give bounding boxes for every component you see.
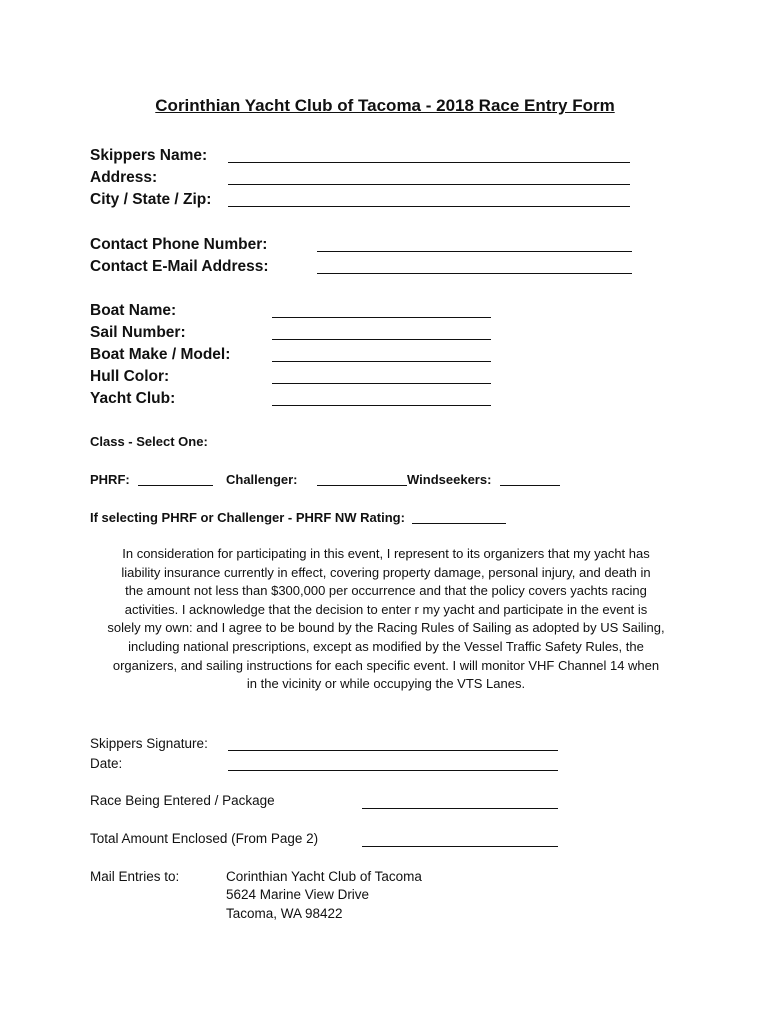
boat-name-label: Boat Name: bbox=[90, 302, 177, 319]
waiver-line: activities. I acknowledge that the decision to enter r my yacht and participate in the event is bbox=[124, 601, 648, 617]
skipper-name-field[interactable] bbox=[228, 162, 630, 163]
race-entered-label: Race Being Entered / Package bbox=[90, 793, 275, 808]
mail-address-line: 5624 Marine View Drive bbox=[226, 887, 370, 902]
contact-phone-label: Contact Phone Number: bbox=[90, 236, 268, 253]
signature-label: Skippers Signature: bbox=[90, 736, 208, 751]
waiver-line: solely my own: and I agree to be bound by the Racing Rules of Sailing as adopted by US Sailing, bbox=[107, 620, 665, 636]
waiver-line: including national prescriptions, except as modified by the Vessel Traffic Safety Rules, the bbox=[128, 638, 644, 654]
mail-address-line: Corinthian Yacht Club of Tacoma bbox=[226, 869, 422, 884]
hull-color-label: Hull Color: bbox=[90, 368, 170, 385]
challenger-label: Challenger: bbox=[226, 472, 298, 487]
boat-make-model-field[interactable] bbox=[272, 361, 491, 362]
date-field[interactable] bbox=[228, 770, 558, 771]
form-title: Corinthian Yacht Club of Tacoma - 2018 Race Entry Form bbox=[155, 96, 615, 115]
contact-email-label: Contact E-Mail Address: bbox=[90, 258, 269, 275]
waiver-line: liability insurance currently in effect, covering property damage, personal injury, and death in bbox=[121, 564, 651, 580]
hull-color-field[interactable] bbox=[272, 383, 491, 384]
address-label: Address: bbox=[90, 169, 158, 186]
windseekers-label: Windseekers: bbox=[407, 472, 492, 487]
signature-field[interactable] bbox=[228, 750, 558, 751]
challenger-field[interactable] bbox=[317, 485, 407, 486]
phrf-label: PHRF: bbox=[90, 472, 130, 487]
waiver-line: In consideration for participating in this event, I represent to its organizers that my yacht has bbox=[122, 546, 650, 561]
waiver-line: organizers, and sailing instructions for each specific event. I will monitor VHF Channel 14 when bbox=[112, 657, 660, 673]
city-state-zip-label: City / State / Zip: bbox=[90, 191, 212, 208]
boat-name-field[interactable] bbox=[272, 317, 491, 318]
contact-phone-field[interactable] bbox=[317, 251, 632, 252]
yacht-club-field[interactable] bbox=[272, 405, 491, 406]
phrf-rating-label: If selecting PHRF or Challenger - PHRF NW Rating: bbox=[90, 510, 405, 525]
waiver-line: in the vicinity or while occupying the VTS Lanes. bbox=[246, 676, 526, 692]
skipper-name-label: Skippers Name: bbox=[90, 147, 208, 164]
waiver-line: the amount not less than $300,000 per occurrence and that the policy covers yachts racing bbox=[125, 583, 647, 599]
yacht-club-label: Yacht Club: bbox=[90, 390, 176, 407]
phrf-field[interactable] bbox=[138, 485, 213, 486]
sail-number-field[interactable] bbox=[272, 339, 491, 340]
mail-entries-label: Mail Entries to: bbox=[90, 869, 180, 884]
class-heading: Class - Select One: bbox=[90, 434, 208, 449]
address-field[interactable] bbox=[228, 184, 630, 185]
mail-address-line: Tacoma, WA 98422 bbox=[226, 906, 343, 921]
city-state-zip-field[interactable] bbox=[228, 206, 630, 207]
contact-email-field[interactable] bbox=[317, 273, 632, 274]
phrf-rating-field[interactable] bbox=[412, 523, 506, 524]
boat-make-model-label: Boat Make / Model: bbox=[90, 346, 231, 363]
sail-number-label: Sail Number: bbox=[90, 324, 186, 341]
waiver-paragraph bbox=[88, 545, 684, 694]
windseekers-field[interactable] bbox=[500, 485, 560, 486]
amount-enclosed-label: Total Amount Enclosed (From Page 2) bbox=[90, 831, 319, 846]
amount-enclosed-field[interactable] bbox=[362, 846, 558, 847]
date-label: Date: bbox=[90, 756, 123, 771]
race-entered-field[interactable] bbox=[362, 808, 558, 809]
